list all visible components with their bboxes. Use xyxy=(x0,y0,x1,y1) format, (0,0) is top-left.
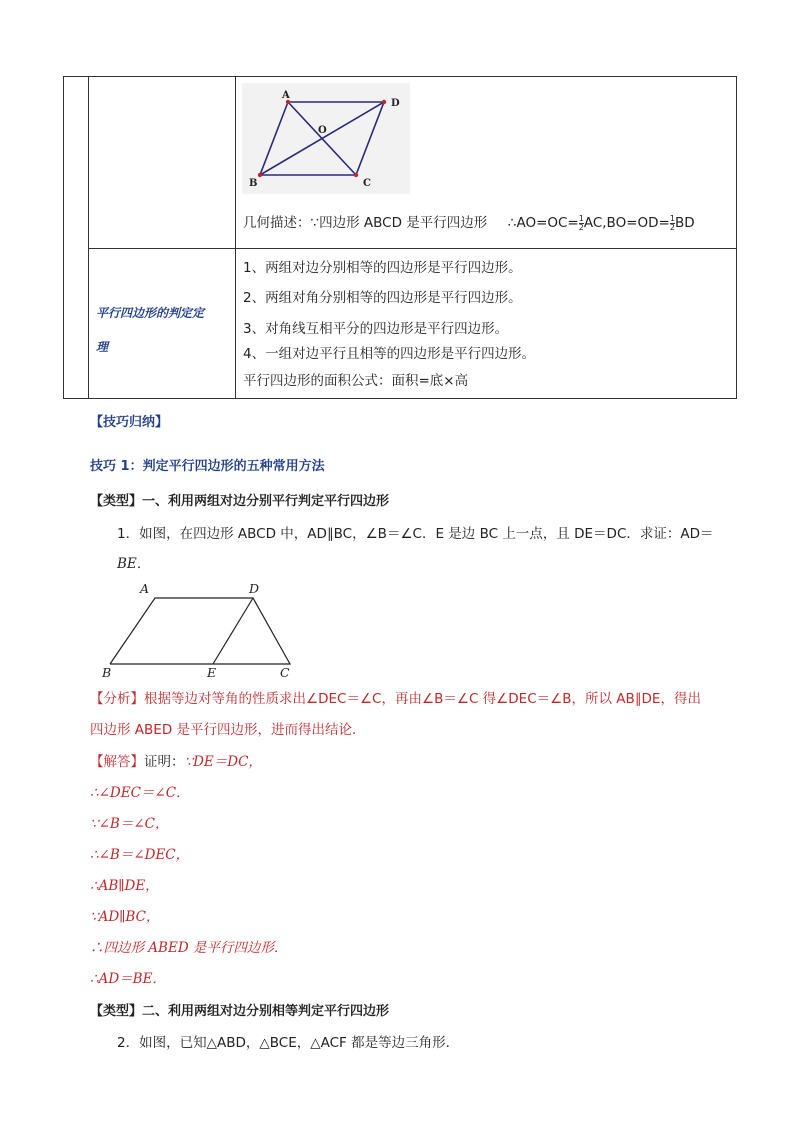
fig-label-c: C xyxy=(280,665,290,680)
type1-title: 【类型】一、利用两组对边分别平行判定平行四边形 xyxy=(90,494,390,509)
vertex-c-dot xyxy=(354,173,358,177)
geometry-description xyxy=(243,214,695,232)
label-c: C xyxy=(363,178,371,189)
table-column-divider xyxy=(235,77,236,398)
solution-header xyxy=(90,750,262,770)
fig-label-e: E xyxy=(207,665,217,680)
problem1-statement: 1．如图，在四边形 ABCD 中，AD∥BC，∠B＝∠C．E 是边 BC 上一点，且 DE＝DC．求证：AD＝ xyxy=(117,526,714,542)
proof-step: ∵∠B＝∠C， xyxy=(90,816,169,832)
vertex-b-dot xyxy=(258,173,262,177)
area-formula: 平行四边形的面积公式：面积=底×高 xyxy=(243,373,469,389)
proof-step: ∵AD∥BC， xyxy=(90,909,160,925)
theorem-item: 2、两组对角分别相等的四边形是平行四边形。 xyxy=(243,290,522,306)
analysis-tag: 【分析】 xyxy=(90,691,144,707)
solution-intro: 证明： xyxy=(144,754,185,770)
proof-step: ∴∠B＝∠DEC， xyxy=(90,847,190,863)
row-heading-line2: 理 xyxy=(96,340,109,354)
diagonal-bd xyxy=(260,102,384,175)
geo-prefix: 几何描述：∵四边形 ABCD 是平行四边形 xyxy=(243,215,488,231)
section-title: 【技巧归纳】 xyxy=(90,415,169,430)
analysis-text: 根据等边对等角的性质求出∠DEC＝∠C，再由∠B＝∠C 得∠DEC＝∠B，所以 AB∥DE，得出 xyxy=(144,691,701,707)
problem1-statement-cont: BE． xyxy=(117,556,151,572)
fig-label-d: D xyxy=(249,581,260,596)
theorem-item: 4、一组对边平行且相等的四边形是平行四边形。 xyxy=(243,346,536,362)
tip-title: 技巧 1：判定平行四边形的五种常用方法 xyxy=(90,459,325,474)
table-column-divider xyxy=(88,77,89,398)
theorem-item: 3、对角线互相平分的四边形是平行四边形。 xyxy=(243,321,509,337)
trapezoid-figure xyxy=(95,578,300,680)
analysis-line1 xyxy=(90,687,701,707)
fraction-half: $\frac{1}{2}$ xyxy=(578,213,584,232)
geo-mid: ∴AO=OC= xyxy=(507,215,579,231)
row-heading-criteria xyxy=(96,296,226,364)
proof-step: ∴AB∥DE， xyxy=(90,878,159,894)
row-heading-line1: 平行四边形的判定定 xyxy=(96,306,205,320)
vertex-d-dot xyxy=(382,100,386,104)
problem2-statement: 2．如图，已知△ABD，△BCE，△ACF 都是等边三角形． xyxy=(117,1035,460,1051)
solution-tag: 【解答】 xyxy=(90,754,144,770)
label-o: O xyxy=(318,125,327,136)
segment-de xyxy=(213,598,253,664)
analysis-line2: 四边形 ABED 是平行四边形，进而得出结论． xyxy=(90,722,366,738)
theorem-item: 1、两组对边分别相等的四边形是平行四边形。 xyxy=(243,260,522,276)
proof-step: ∴AD＝BE． xyxy=(90,971,166,987)
trapezoid-outline xyxy=(110,598,290,664)
type2-title: 【类型】二、利用两组对边分别相等判定平行四边形 xyxy=(90,1004,390,1019)
table-row-divider xyxy=(88,248,736,249)
geo-mid2: AC,BO=OD= xyxy=(583,215,670,231)
fig-label-a: A xyxy=(140,581,150,596)
geo-end: BD xyxy=(674,215,695,231)
label-b: B xyxy=(249,178,258,189)
label-d: D xyxy=(391,98,400,109)
label-a: A xyxy=(282,90,290,101)
solution-first-step: ∵DE＝DC， xyxy=(184,754,262,770)
fig-label-b: B xyxy=(102,665,112,680)
proof-step: ∴四边形 ABED 是平行四边形． xyxy=(90,940,288,956)
parallelogram-figure xyxy=(242,83,410,194)
proof-step: ∴∠DEC＝∠C． xyxy=(90,785,190,801)
fraction-half: $\frac{1}{2}$ xyxy=(669,213,675,232)
